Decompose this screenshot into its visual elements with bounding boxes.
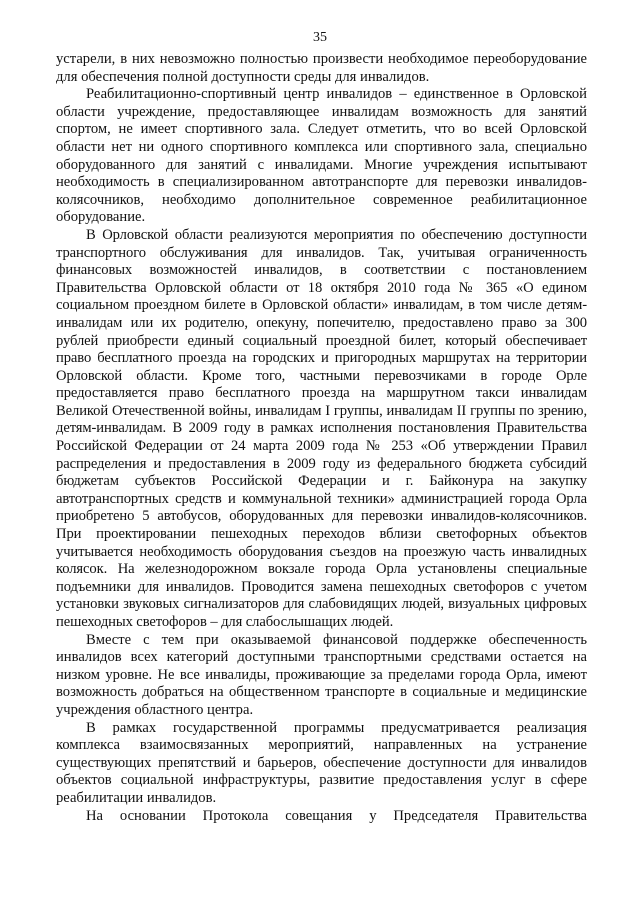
paragraph-continuation: устарели, в них невозможно полностью произвести необходимое переоборудование для обеспечения полной доступности среды для инвалидов. xyxy=(56,51,587,85)
page-number: 35 xyxy=(313,30,327,45)
paragraph-transport-accessibility: В Орловской области реализуются мероприятия по обеспечению доступности транспортного обслуживания для инвалидов. Так, учитывая ограниченность финансовых возможностей инвалидов, в соответствии с постановлением Правительства Орловской области от 18 октября 2010 года № 365 «О едином социальном проездном билете в Орловской области» инвалидам, в том числе детям-инвалидам или их родителю, опекуну, попечителю, предоставлено право за 300 рублей приобрести единый социальный проездной билет, который обеспечивает право бесплатного проезда на городских и пригородных маршрутах на территории Орловской области. Кроме того, частными перевозчиками в городе Орле предоставляется право бесплатного проезда на маршрутном такси инвалидам Великой Отечественной войны, инвалидам I группы, инвалидам II группы по зрению, детям-инвалидам. В 2009 году в рамках исполнения постановления Правительства Российской Федерации от 24 марта 2009 года № 253 «Об утверждении Правил распределения и предоставления в 2009 году из федерального бюджета субсидий бюджетам субъектов Российской Федерации и г. Байконура на закупку автотранспортных средств и коммунальной техники» администрацией города Орла приобретено 5 автобусов, оборудованных для перевозки инвалидов-колясочников. При проектировании пешеходных переходов вблизи светофорных объектов учитывается необходимость оборудования съездов на проезжую часть инвалидных колясок. На железнодорожном вокзале города Орла установлены специальные подъемники для инвалидов. Проводится замена пешеходных светофоров с учетом установки звуковых сигнализаторов для слабовидящих людей, визуальных цифровых пешеходных светофоров – для слабослышащих людей. xyxy=(56,226,587,630)
paragraph-sports-center: Реабилитационно-спортивный центр инвалидов – единственное в Орловской области учреждение, предоставляющее инвалидам возможность для занятий спортом, не имеет спортивного зала. Следует отметить, что во всей Орловской области нет ни одного спортивного комплекса или спортивного зала, специально оборудованного для занятий с инвалидами. Многие учреждения испытывают необходимость в специализированном автотранспорте для перевозки инвалидов-колясочников, необходимо дополнительное современное реабилитационное оборудование. xyxy=(56,86,587,226)
paragraph-financial-support: Вместе с тем при оказываемой финансовой поддержке обеспеченность инвалидов всех категорий доступными транспортными средствами остается на низком уровне. Не все инвалиды, проживающие за пределами города Орла, имеют возможность добраться на общественном транспорте в социальные и медицинские учреждения областного центра. xyxy=(56,631,587,718)
paragraph-protocol: На основании Протокола совещания у Председателя Правительства xyxy=(86,807,587,824)
paragraph-state-program: В рамках государственной программы предусматривается реализация комплекса взаимосвязанных мероприятий, направленных на устранение существующих препятствий и барьеров, обеспечение доступности для инвалидов объектов социальной инфраструктуры, развитие предоставления услуг в сфере реабилитации инвалидов. xyxy=(56,719,587,806)
document-body xyxy=(56,51,587,825)
